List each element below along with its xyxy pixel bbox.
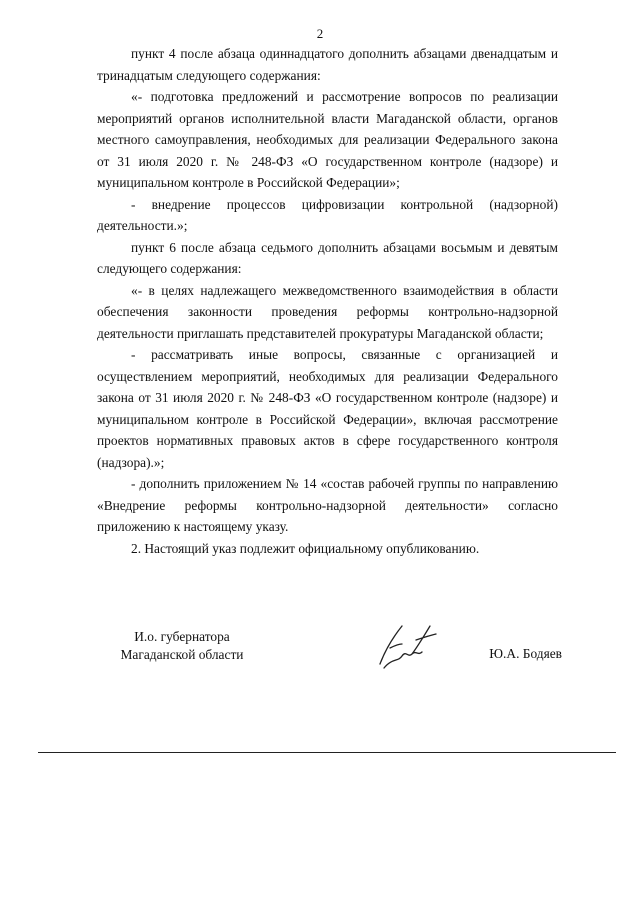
signatory-position-line: И.о. губернатора — [134, 629, 230, 644]
handwritten-signature — [372, 618, 444, 674]
paragraph: - рассматривать иные вопросы, связанные с организацией и осуществлением мероприятий, необходимых для реализации Федерального закона от 31 июля 2020 г. № 248-ФЗ «О государственном контроле (надзоре) и муниципальном контроле в Российской Федерации», включая рассмотрение проектов нормативных правовых актов в сфере государственного контроля (надзора).»; — [97, 347, 558, 470]
signatory-position — [97, 628, 267, 664]
paragraph: пункт 4 после абзаца одиннадцатого дополнить абзацами двенадцатым и тринадцатым следующего содержания: — [97, 46, 558, 83]
document-body — [97, 43, 558, 559]
paragraph: «- подготовка предложений и рассмотрение вопросов по реализации мероприятий органов исполнительной власти Магаданской области, органов местного самоуправления, необходимых для реализации Федерального закона от 31 июля 2020 г. № 248-ФЗ «О государственном контроле (надзоре) и муниципальном контроле в Российской Федерации»; — [97, 89, 558, 190]
paragraph: «- в целях надлежащего межведомственного взаимодействия в области обеспечения законности проведения реформы контрольно-надзорной деятельности приглашать представителей прокуратуры Магаданской области; — [97, 282, 558, 341]
footer-rule — [38, 752, 616, 753]
paragraph: пункт 6 после абзаца седьмого дополнить абзацами восьмым и девятым следующего содержания: — [97, 239, 558, 276]
signatory-name: Ю.А. Бодяев — [489, 646, 562, 661]
signatory-position-line: Магаданской области — [120, 647, 244, 662]
paragraph: - дополнить приложением № 14 «состав рабочей группы по направлению «Внедрение реформы контрольно-надзорной деятельности» согласно приложению к настоящему указу. — [97, 476, 558, 534]
paragraph: 2. Настоящий указ подлежит официальному опубликованию. — [131, 540, 480, 556]
page-number: 2 — [316, 26, 324, 41]
paragraph: - внедрение процессов цифровизации контрольной (надзорной) деятельности.»; — [97, 196, 558, 233]
signature-block — [0, 628, 640, 688]
